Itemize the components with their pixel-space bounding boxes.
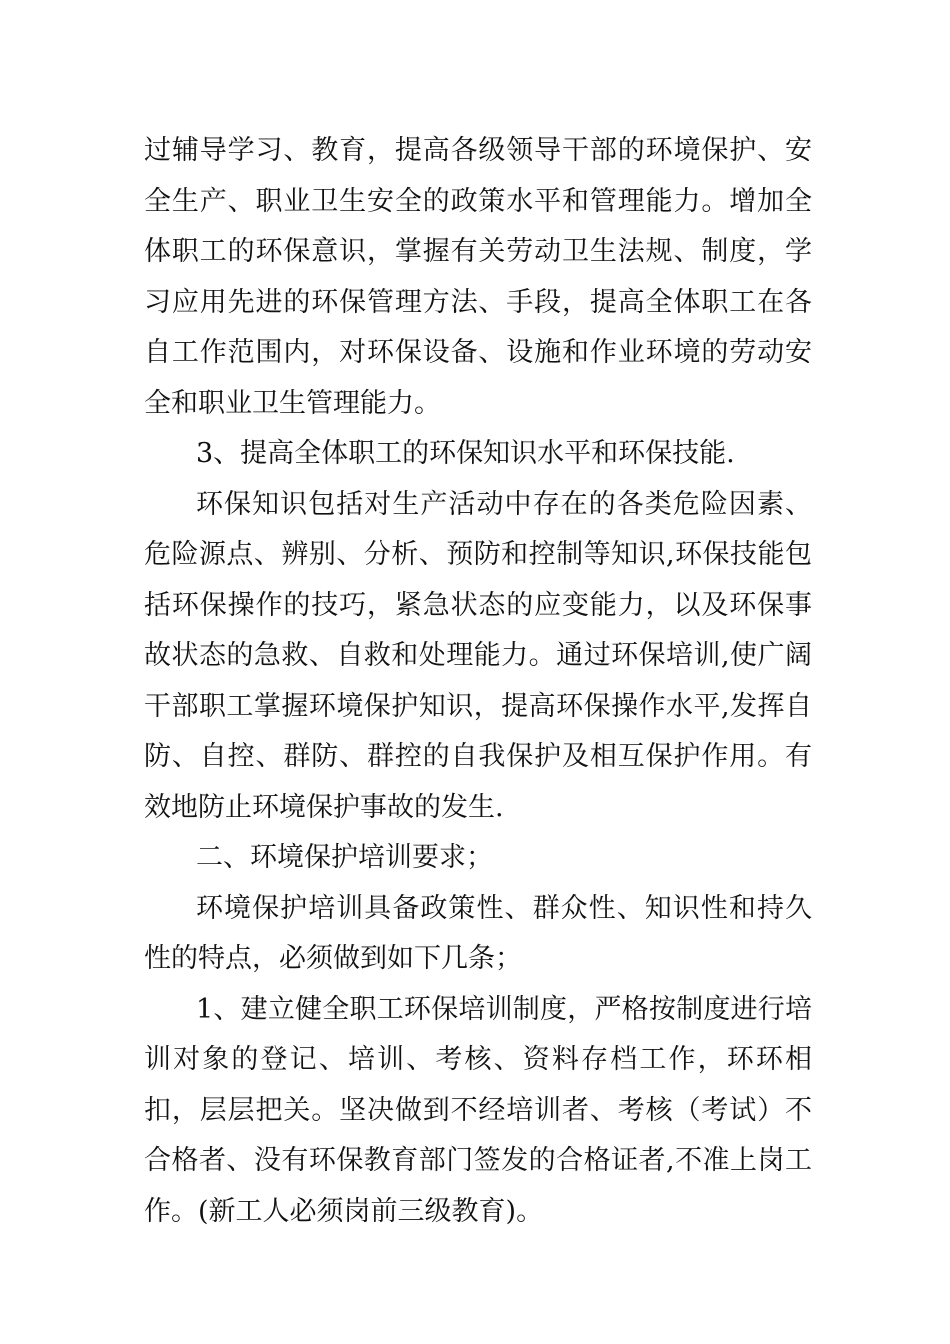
paragraph-training-characteristics: 环境保护培训具备政策性、群众性、知识性和持久性的特点，必须做到如下几条；: [144, 892, 812, 974]
paragraph-environmental-knowledge: 环保知识包括对生产活动中存在的各类危险因素、危险源点、辨别、分析、预防和控制等知识,环保技能包括环保操作的技巧，紧急状态的应变能力，以及环保事故状态的急救、自救和处理能力。通过环保培训,使广阔干部职工掌握环境保护知识，提高环保操作水平,发挥自防、自控、群防、群控的自我保护及相互保护作用。有效地防止环境保护事故的发生.: [144, 488, 812, 823]
paragraph-section-2-heading: 二、环境保护培训要求；: [196, 842, 493, 873]
paragraph-training-purpose-continued: 过辅导学习、教育，提高各级领导干部的环境保护、安全生产、职业卫生安全的政策水平和管理能力。增加全体职工的环保意识，掌握有关劳动卫生法规、制度，学习应用先进的环保管理方法、手段，提高全体职工在各自工作范围内，对环保设备、设施和作业环境的劳动安全和职业卫生管理能力。: [144, 135, 812, 419]
paragraph-item-1-training-system: 1、建立健全职工环保培训制度，严格按制度进行培训对象的登记、培训、考核、资料存档工作，环环相扣，层层把关。坚决做到不经培训者、考核（考试）不合格者、没有环保教育部门签发的合格证者,不准上岗工作。(新工人必须岗前三级教育)。: [144, 993, 812, 1227]
document-body: [144, 126, 812, 1237]
paragraph-item-3-heading: 3、提高全体职工的环保知识水平和环保技能.: [196, 438, 735, 469]
